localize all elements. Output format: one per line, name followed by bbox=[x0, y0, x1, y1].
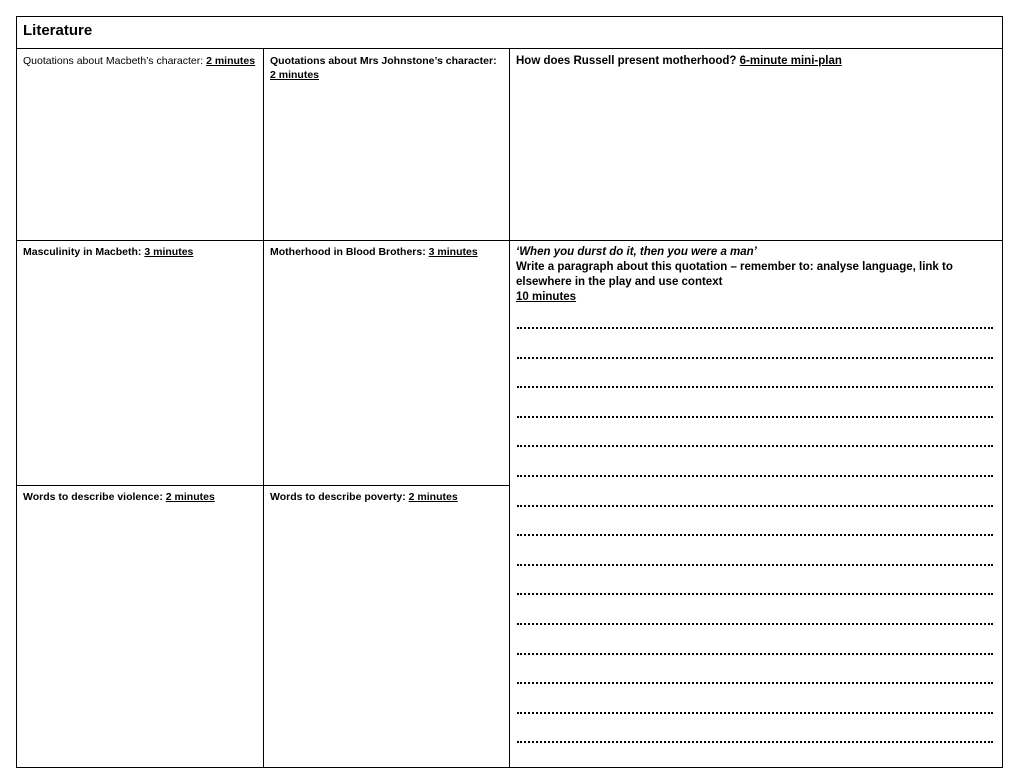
cell-paragraph-task[interactable] bbox=[510, 241, 1002, 321]
cell-motherhood-bb[interactable] bbox=[264, 241, 509, 485]
writing-line[interactable] bbox=[517, 505, 993, 507]
cell-label: Quotations about Macbeth’s character: bbox=[23, 55, 207, 67]
cell-macbeth-quotes[interactable] bbox=[17, 50, 263, 240]
cell-label: Words to describe violence: bbox=[23, 491, 166, 503]
cell-label: Quotations about Mrs Johnstone’s character: bbox=[270, 55, 497, 67]
writing-line[interactable] bbox=[517, 741, 993, 743]
cell-time: 3 minutes bbox=[144, 246, 194, 258]
cell-time: 2 minutes bbox=[206, 55, 256, 67]
cell-label: Words to describe poverty: bbox=[270, 491, 409, 503]
writing-line[interactable] bbox=[517, 534, 993, 536]
page-title: Literature bbox=[23, 22, 93, 39]
cell-violence-words[interactable] bbox=[17, 486, 263, 767]
cell-time: 6-minute mini-plan bbox=[739, 55, 842, 67]
writing-line[interactable] bbox=[517, 327, 993, 329]
writing-line[interactable] bbox=[517, 564, 993, 566]
task-instruction: Write a paragraph about this quotation – remember to: analyse language, link to elsewhere in the play and use context bbox=[516, 261, 953, 288]
writing-line[interactable] bbox=[517, 416, 993, 418]
writing-line[interactable] bbox=[517, 593, 993, 595]
cell-masculinity[interactable] bbox=[17, 241, 263, 485]
cell-label: Masculinity in Macbeth: bbox=[23, 246, 145, 258]
writing-line[interactable] bbox=[517, 386, 993, 388]
cell-johnstone-quotes[interactable] bbox=[264, 50, 509, 240]
cell-time: 2 minutes bbox=[408, 491, 458, 503]
cell-time: 3 minutes bbox=[428, 246, 478, 258]
task-quotation: ‘When you durst do it, then you were a man’ bbox=[516, 246, 757, 258]
writing-line[interactable] bbox=[517, 682, 993, 684]
cell-time: 2 minutes bbox=[165, 491, 215, 503]
cell-time: 2 minutes bbox=[270, 69, 320, 81]
writing-line[interactable] bbox=[517, 653, 993, 655]
writing-line[interactable] bbox=[517, 623, 993, 625]
writing-line[interactable] bbox=[517, 445, 993, 447]
writing-line[interactable] bbox=[517, 712, 993, 714]
cell-label: How does Russell present motherhood? bbox=[516, 55, 740, 67]
task-time: 10 minutes bbox=[516, 291, 577, 303]
cell-motherhood-plan[interactable] bbox=[510, 50, 1002, 240]
cell-poverty-words[interactable] bbox=[264, 486, 509, 767]
worksheet bbox=[16, 16, 1003, 768]
title-row bbox=[17, 17, 1002, 49]
cell-label: Motherhood in Blood Brothers: bbox=[270, 246, 429, 258]
writing-line[interactable] bbox=[517, 357, 993, 359]
writing-line[interactable] bbox=[517, 475, 993, 477]
